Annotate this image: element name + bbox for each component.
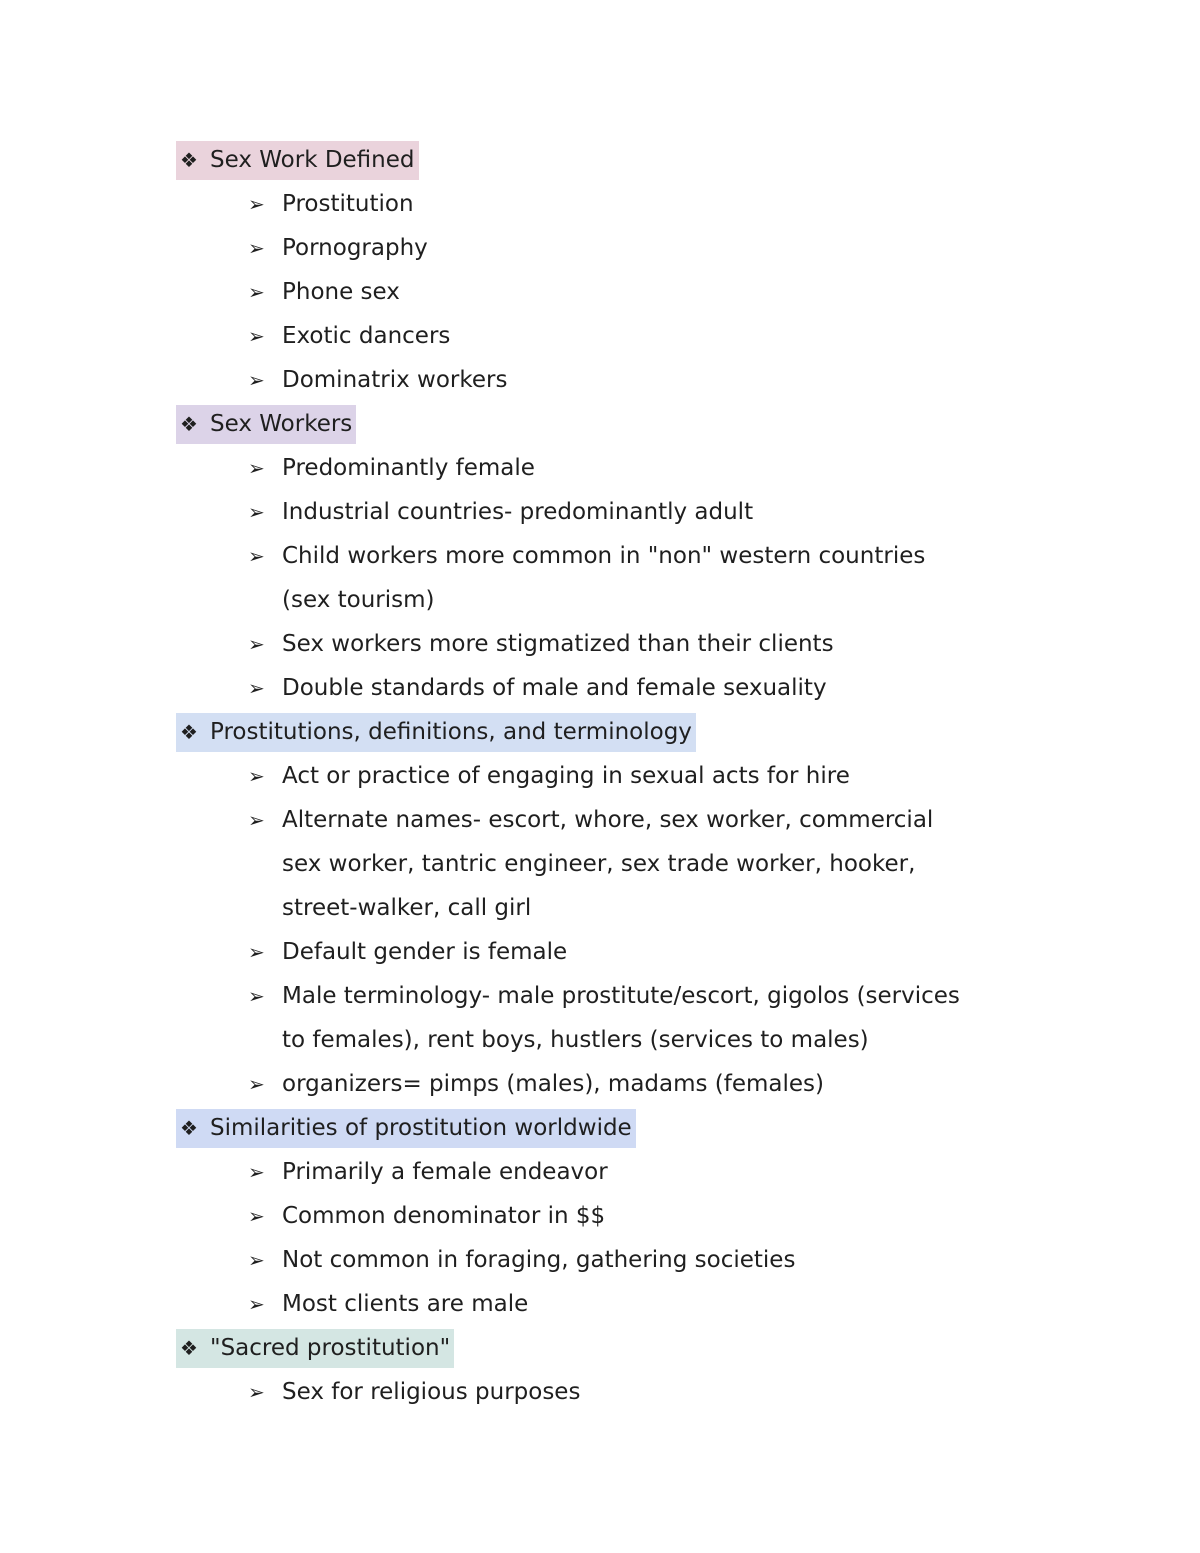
section-heading [176, 1106, 1200, 1150]
arrow-bullet-icon: ➢ [248, 1160, 265, 1184]
list-item [248, 1150, 1200, 1194]
item-text: Double standards of male and female sexuality [282, 675, 827, 701]
arrow-bullet-icon: ➢ [248, 280, 265, 304]
diamond-bullet-icon: ❖ [180, 1116, 198, 1140]
item-text: Dominatrix workers [282, 367, 508, 393]
heading-text: Similarities of prostitution worldwide [210, 1115, 632, 1141]
item-text: Sex for religious purposes [282, 1379, 581, 1405]
arrow-bullet-icon: ➢ [248, 544, 265, 568]
arrow-bullet-icon: ➢ [248, 984, 265, 1008]
arrow-bullet-icon: ➢ [248, 500, 265, 524]
item-text: (sex tourism) [282, 587, 435, 613]
item-text: Industrial countries- predominantly adult [282, 499, 754, 525]
item-text: Prostitution [282, 191, 414, 217]
diamond-bullet-icon: ❖ [180, 148, 198, 172]
list-item-continuation [282, 1018, 1200, 1062]
list-item [248, 930, 1200, 974]
arrow-bullet-icon: ➢ [248, 368, 265, 392]
list-item [248, 270, 1200, 314]
item-text: sex worker, tantric engineer, sex trade worker, hooker, [282, 851, 916, 877]
list-item [248, 754, 1200, 798]
list-item [248, 534, 1200, 578]
item-text: Primarily a female endeavor [282, 1159, 608, 1185]
item-text: Male terminology- male prostitute/escort, gigolos (services [282, 983, 960, 1009]
diamond-bullet-icon: ❖ [180, 412, 198, 436]
list-item [248, 798, 1200, 842]
heading-highlight [176, 405, 356, 444]
list-item [248, 358, 1200, 402]
item-text: Act or practice of engaging in sexual acts for hire [282, 763, 850, 789]
item-text: Not common in foraging, gathering societies [282, 1247, 796, 1273]
arrow-bullet-icon: ➢ [248, 1380, 265, 1404]
arrow-bullet-icon: ➢ [248, 676, 265, 700]
section-heading [176, 402, 1200, 446]
item-text: Most clients are male [282, 1291, 529, 1317]
item-text: Phone sex [282, 279, 400, 305]
list-item-continuation [282, 886, 1200, 930]
item-text: Alternate names- escort, whore, sex worker, commercial [282, 807, 934, 833]
list-item [248, 1194, 1200, 1238]
arrow-bullet-icon: ➢ [248, 764, 265, 788]
arrow-bullet-icon: ➢ [248, 324, 265, 348]
list-item-continuation [282, 578, 1200, 622]
list-item-continuation [282, 842, 1200, 886]
section-heading [176, 710, 1200, 754]
heading-highlight [176, 713, 696, 752]
heading-highlight [176, 1329, 454, 1368]
arrow-bullet-icon: ➢ [248, 456, 265, 480]
item-text: Exotic dancers [282, 323, 451, 349]
arrow-bullet-icon: ➢ [248, 1292, 265, 1316]
heading-highlight [176, 1109, 636, 1148]
list-item [248, 182, 1200, 226]
heading-text: Sex Workers [210, 411, 353, 437]
diamond-bullet-icon: ❖ [180, 720, 198, 744]
item-text: Common denominator in $$ [282, 1203, 606, 1229]
notes-page [0, 138, 1200, 1414]
heading-text: Sex Work Defined [210, 147, 415, 173]
list-item [248, 446, 1200, 490]
list-item [248, 314, 1200, 358]
diamond-bullet-icon: ❖ [180, 1336, 198, 1360]
item-text: Predominantly female [282, 455, 535, 481]
list-item [248, 1238, 1200, 1282]
heading-text: "Sacred prostitution" [210, 1335, 451, 1361]
heading-text: Prostitutions, definitions, and terminology [210, 719, 692, 745]
arrow-bullet-icon: ➢ [248, 632, 265, 656]
list-item [248, 1282, 1200, 1326]
item-text: Sex workers more stigmatized than their clients [282, 631, 834, 657]
item-text: Child workers more common in "non" western countries [282, 543, 926, 569]
arrow-bullet-icon: ➢ [248, 192, 265, 216]
item-text: Default gender is female [282, 939, 568, 965]
arrow-bullet-icon: ➢ [248, 236, 265, 260]
list-item [248, 1370, 1200, 1414]
item-text: street-walker, call girl [282, 895, 532, 921]
list-item [248, 226, 1200, 270]
list-item [248, 490, 1200, 534]
arrow-bullet-icon: ➢ [248, 808, 265, 832]
arrow-bullet-icon: ➢ [248, 940, 265, 964]
arrow-bullet-icon: ➢ [248, 1204, 265, 1228]
arrow-bullet-icon: ➢ [248, 1072, 265, 1096]
arrow-bullet-icon: ➢ [248, 1248, 265, 1272]
list-item [248, 1062, 1200, 1106]
list-item [248, 974, 1200, 1018]
section-heading [176, 138, 1200, 182]
list-item [248, 622, 1200, 666]
section-heading [176, 1326, 1200, 1370]
item-text: Pornography [282, 235, 428, 261]
heading-highlight [176, 141, 419, 180]
list-item [248, 666, 1200, 710]
item-text: organizers= pimps (males), madams (females) [282, 1071, 825, 1097]
item-text: to females), rent boys, hustlers (services to males) [282, 1027, 869, 1053]
